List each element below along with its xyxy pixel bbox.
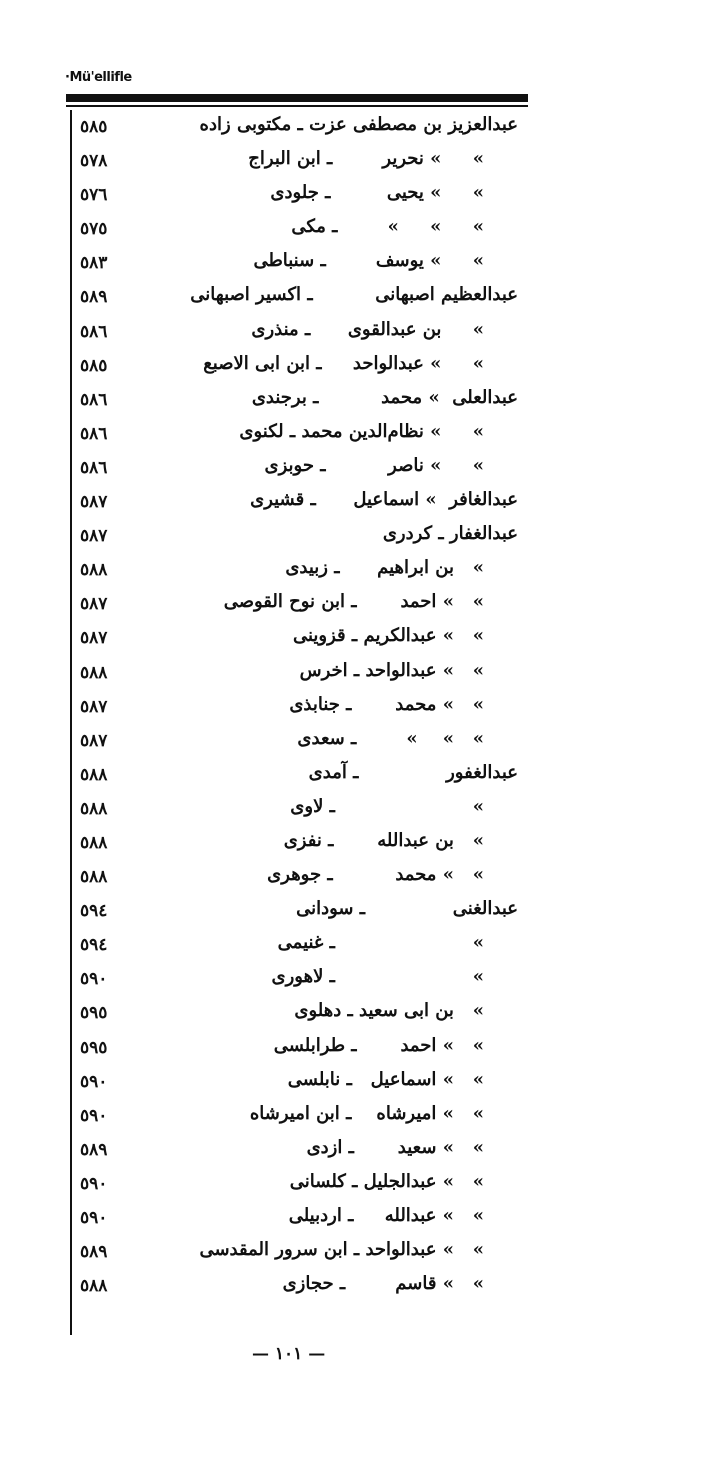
entry-page-number: ٥٩٠: [80, 1173, 108, 1194]
entry-text: » » محمد ـ جنابذى: [289, 693, 484, 715]
index-entry: [0, 1239, 704, 1273]
entry-text: » » » ـ مكى: [291, 216, 484, 238]
entry-text: » » عبدالواحد ـ ابن سرور المقدسى: [199, 1239, 484, 1261]
index-entry: [0, 694, 704, 728]
entry-page-number: ٥٨٨: [80, 1276, 108, 1297]
entry-page-number: ٥٧٨: [80, 151, 108, 172]
index-entry: [0, 284, 704, 318]
entry-text: » » اسماعيل ـ نابلسى: [287, 1068, 484, 1090]
entry-page-number: ٥٩٤: [80, 935, 108, 956]
entry-text: عبدالغنى ـ سودانى: [296, 898, 518, 920]
entry-page-number: ٥٨٧: [80, 730, 108, 751]
entry-text: » » عبدالواحد ـ ابن ابى الاصبع: [203, 352, 484, 374]
index-entry: [0, 387, 704, 421]
entry-page-number: ٥٨٨: [80, 832, 108, 853]
entry-page-number: ٥٨٨: [80, 798, 108, 819]
entry-text: » بن ابراهيم ـ زبيدى: [285, 557, 484, 579]
entry-page-number: ٥٩٠: [80, 969, 108, 990]
entry-text: » » سعيد ـ ازدى: [306, 1136, 484, 1158]
entry-page-number: ٥٩٥: [80, 1037, 108, 1058]
entry-page-number: ٥٨٦: [80, 389, 108, 410]
index-entries: [0, 114, 704, 1307]
index-entry: [0, 932, 704, 966]
index-entry: [0, 830, 704, 864]
entry-page-number: ٥٨٥: [80, 355, 108, 376]
entry-text: » » قاسم ـ حجازى: [282, 1273, 484, 1295]
entry-text: » بن ابى سعيد ـ دهلوى: [294, 1000, 484, 1022]
index-entry: [0, 1205, 704, 1239]
entry-page-number: ٥٩٠: [80, 1208, 108, 1228]
entry-text: عبدالغفور ـ آمدى: [308, 761, 518, 783]
entry-text: عبدالعزيز بن مصطفى عزت ـ مكتوبى زاده: [199, 114, 518, 135]
index-entry: [0, 1069, 704, 1103]
index-entry: [0, 319, 704, 353]
index-entry: [0, 114, 704, 148]
entry-text: » » » ـ سعدى: [297, 727, 484, 749]
entry-page-number: ٥٧٦: [80, 185, 108, 206]
index-entry: [0, 1000, 704, 1034]
index-entry: [0, 864, 704, 898]
entry-page-number: ٥٨٨: [80, 867, 108, 888]
entry-page-number: ٥٩٥: [80, 1003, 108, 1024]
entry-page-number: ٥٨٧: [80, 594, 108, 615]
entry-text: » ـ لاوى: [290, 795, 484, 817]
header-rule-thin: [66, 105, 528, 107]
entry-page-number: ٥٨٧: [80, 526, 108, 547]
entry-text: » » نحرير ـ ابن البراج: [248, 148, 484, 170]
entry-text: » » احمد ـ ابن نوح القوصى: [223, 591, 484, 613]
entry-text: » » عبدالكريم ـ قزوينى: [292, 625, 484, 647]
index-entry: [0, 1273, 704, 1307]
index-entry: [0, 421, 704, 455]
entry-text: » » نظام‌الدين محمد ـ لكنوى: [239, 420, 484, 442]
entry-page-number: ٥٨٦: [80, 457, 108, 478]
index-entry: [0, 796, 704, 830]
entry-page-number: ٥٨٨: [80, 764, 108, 785]
entry-text: » » ناصر ـ حوبزى: [264, 454, 484, 476]
entry-page-number: ٥٧٥: [80, 219, 108, 240]
entry-page-number: ٥٨٩: [80, 287, 108, 308]
entry-text: » » محمد ـ جوهرى: [267, 864, 484, 886]
index-entry: [0, 728, 704, 762]
index-entry: [0, 1137, 704, 1171]
entry-text: » بن عبدالقوى ـ منذرى: [251, 318, 484, 340]
index-entry: [0, 250, 704, 284]
index-entry: [0, 489, 704, 523]
page-number: — ١٠١ —: [252, 1344, 326, 1364]
entry-page-number: ٥٨٨: [80, 560, 108, 581]
entry-text: » ـ لاهورى: [271, 966, 484, 988]
entry-page-number: ٥٨٧: [80, 628, 108, 649]
index-entry: [0, 148, 704, 182]
entry-page-number: ٥٩٠: [80, 1105, 108, 1126]
index-entry: [0, 1035, 704, 1069]
index-entry: [0, 966, 704, 1000]
entry-text: » » يحيى ـ جلودى: [270, 182, 484, 204]
entry-page-number: ٥٨٦: [80, 321, 108, 342]
entry-page-number: ٥٨٩: [80, 1139, 108, 1160]
entry-text: عبدالعظيم اصبهانى ـ اكسير اصبهانى: [190, 284, 518, 306]
index-entry: [0, 762, 704, 796]
entry-page-number: ٥٩٠: [80, 1071, 108, 1092]
index-entry: [0, 898, 704, 932]
index-entry: [0, 625, 704, 659]
entry-text: » » عبدالله ـ اردبيلى: [288, 1205, 484, 1226]
index-entry: [0, 591, 704, 625]
entry-page-number: ٥٨٩: [80, 1242, 108, 1263]
entry-page-number: ٥٨٥: [80, 117, 108, 137]
index-entry: [0, 455, 704, 489]
index-entry: [0, 523, 704, 557]
entry-text: » » احمد ـ طرابلسى: [273, 1034, 484, 1056]
entry-text: » » اميرشاه ـ ابن اميرشاه: [249, 1102, 484, 1124]
index-entry: [0, 216, 704, 250]
entry-text: » بن عبدالله ـ نفزى: [283, 829, 484, 851]
index-entry: [0, 1103, 704, 1137]
entry-page-number: ٥٨٧: [80, 492, 108, 513]
index-entry: [0, 182, 704, 216]
entry-text: عبدالغفار ـ كردرى: [382, 523, 518, 545]
header-rule-thick: [66, 94, 528, 102]
entry-page-number: ٥٨٦: [80, 423, 108, 444]
entry-text: عبدالغافر » اسماعيل ـ قشيرى: [250, 489, 518, 511]
index-entry: [0, 557, 704, 591]
entry-text: » » يوسف ـ سنباطى: [253, 250, 484, 272]
entry-text: » » عبدالجليل ـ كلسانى: [289, 1170, 484, 1192]
entry-page-number: ٥٨٧: [80, 696, 108, 717]
entry-text: عبدالعلى » محمد ـ برجندى: [251, 386, 518, 408]
entry-text: » ـ غنيمى: [277, 932, 484, 954]
running-head: ·Mü'ellifle: [65, 70, 132, 85]
index-entry: [0, 1171, 704, 1205]
index-entry: [0, 353, 704, 387]
entry-page-number: ٥٩٤: [80, 901, 108, 922]
entry-page-number: ٥٨٣: [80, 253, 108, 274]
entry-text: » » عبدالواحد ـ اخرس: [299, 659, 484, 681]
entry-page-number: ٥٨٨: [80, 662, 108, 683]
index-entry: [0, 660, 704, 694]
